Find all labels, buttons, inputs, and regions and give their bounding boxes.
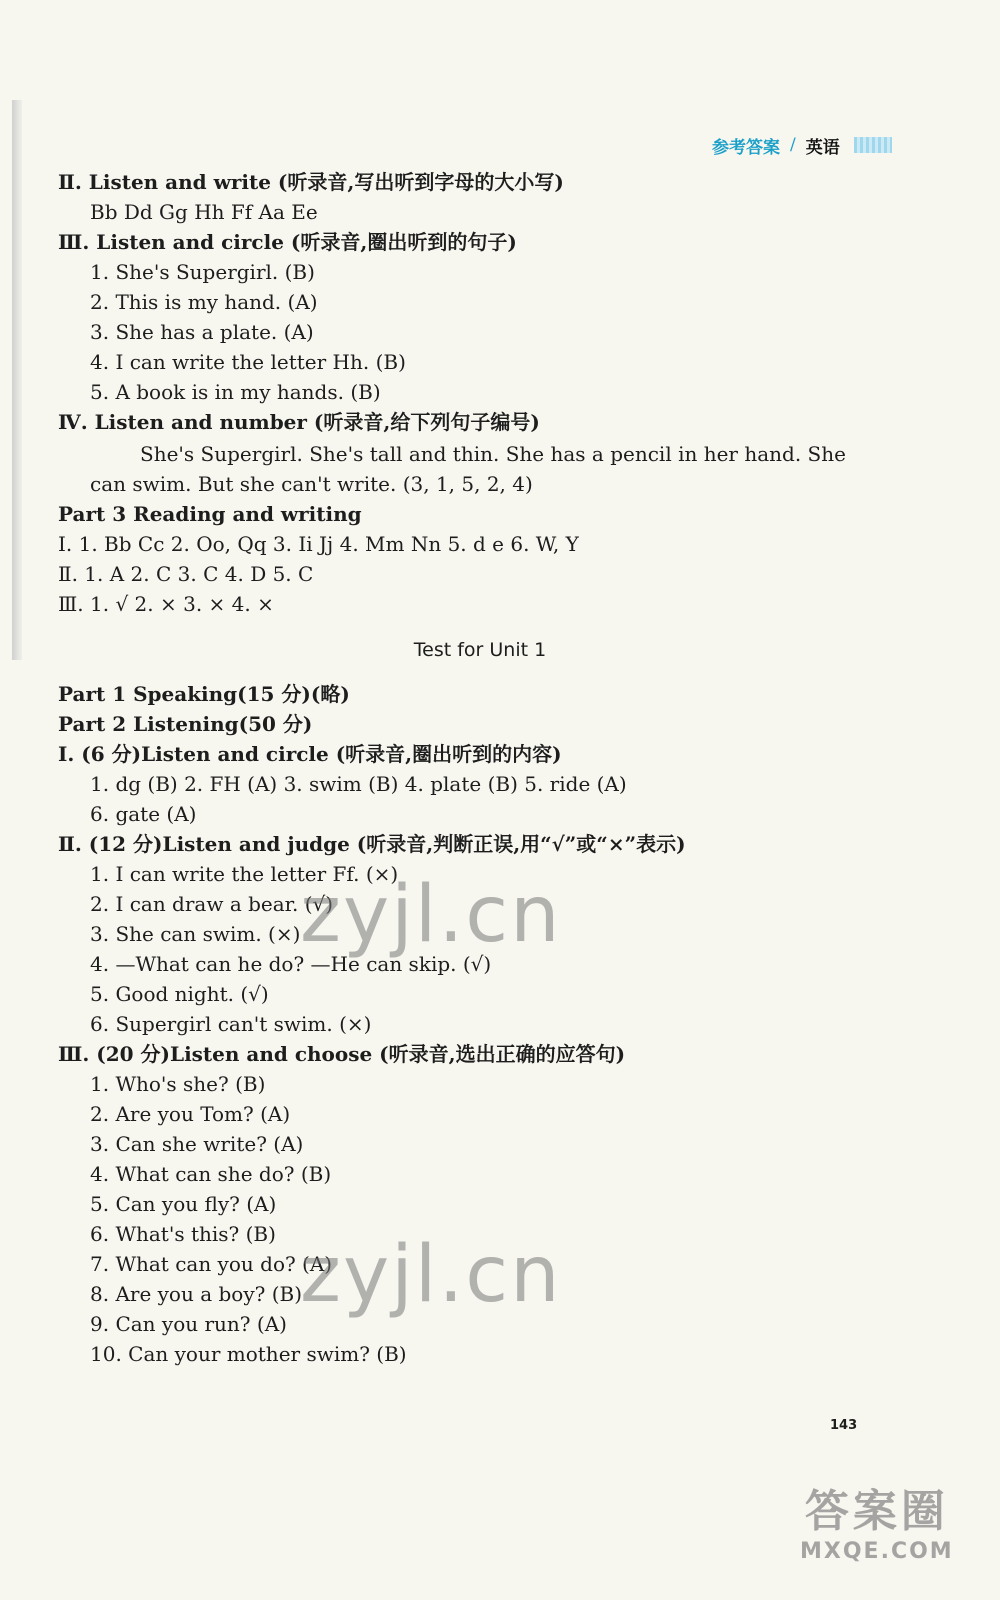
watermark: zyjl.cn (300, 1230, 562, 1320)
section-heading: Ⅱ. (12 分)Listen and judge (听录音,判断正误,用“√”或“×”表示) (58, 832, 686, 856)
answer-line: 5. Good night. (√) (90, 982, 269, 1006)
section-heading: Part 3 Reading and writing (58, 502, 362, 526)
section-heading: Ⅲ. (20 分)Listen and choose (听录音,选出正确的应答句) (58, 1042, 626, 1066)
answer-line: 10. Can your mother swim? (B) (90, 1342, 407, 1366)
answer-line: 6. Supergirl can't swim. (×) (90, 1012, 372, 1036)
answer-line: Bb Dd Gg Hh Ff Aa Ee (90, 200, 318, 224)
answer-line: 2. This is my hand. (A) (90, 290, 318, 314)
section-heading: Ⅳ. Listen and number (听录音,给下列句子编号) (58, 410, 540, 434)
site-stamp (800, 1475, 954, 1564)
answer-line: 8. Are you a boy? (B) (90, 1282, 303, 1306)
answer-line: Ⅰ. 1. Bb Cc 2. Oo, Qq 3. Ii Jj 4. Mm Nn 5. d e 6. W, Y (58, 532, 579, 556)
answer-line: 1. I can write the letter Ff. (×) (90, 862, 399, 886)
page-number: 143 (830, 1418, 858, 1433)
page-edge (12, 100, 22, 660)
stamp-line-2: MXQE.COM (800, 1539, 954, 1564)
answer-line: She's Supergirl. She's tall and thin. She has a pencil in her hand. She (140, 442, 846, 466)
answer-line: 4. What can she do? (B) (90, 1162, 332, 1186)
section-heading: Ⅲ. Listen and circle (听录音,圈出听到的句子) (58, 230, 517, 254)
answer-line: 7. What can you do? (A) (90, 1252, 333, 1276)
section-heading: Ⅰ. (6 分)Listen and circle (听录音,圈出听到的内容) (58, 742, 562, 766)
answer-line: 1. dg (B) 2. FH (A) 3. swim (B) 4. plate (B) 5. ride (A) (90, 772, 627, 796)
answer-line: 5. A book is in my hands. (B) (90, 380, 381, 404)
header-subject-label: 英语 (805, 137, 840, 158)
answer-line: Ⅱ. 1. A 2. C 3. C 4. D 5. C (58, 562, 314, 586)
answer-line: 1. Who's she? (B) (90, 1072, 266, 1096)
section-heading: Part 1 Speaking(15 分)(略) (58, 682, 350, 706)
header-slash: / (790, 135, 796, 155)
header-decoration (854, 137, 892, 153)
answer-line: 4. —What can he do? —He can skip. (√) (90, 952, 492, 976)
answer-line: 5. Can you fly? (A) (90, 1192, 277, 1216)
section-heading: Part 2 Listening(50 分) (58, 712, 313, 736)
page-header (712, 130, 892, 160)
answer-line: 6. gate (A) (90, 802, 197, 826)
answer-line: 4. I can write the letter Hh. (B) (90, 350, 406, 374)
answer-line: 2. I can draw a bear. (√) (90, 892, 334, 916)
answer-line: Ⅲ. 1. √ 2. × 3. × 4. × (58, 592, 274, 616)
answer-line: 3. She can swim. (×) (90, 922, 301, 946)
watermark: zyjl.cn (300, 870, 562, 960)
answer-line: 6. What's this? (B) (90, 1222, 276, 1246)
section-title: Test for Unit 1 (413, 639, 547, 661)
stamp-line-1: 答案圈 (804, 1486, 949, 1537)
answer-line: 3. She has a plate. (A) (90, 320, 314, 344)
answer-line: can swim. But she can't write. (3, 1, 5, 2, 4) (90, 472, 533, 496)
answer-line: 9. Can you run? (A) (90, 1312, 287, 1336)
answer-line: 1. She's Supergirl. (B) (90, 260, 315, 284)
answer-line: 3. Can she write? (A) (90, 1132, 304, 1156)
section-heading: Ⅱ. Listen and write (听录音,写出听到字母的大小写) (58, 170, 564, 194)
answer-line: 2. Are you Tom? (A) (90, 1102, 291, 1126)
header-answer-label: 参考答案 (712, 137, 780, 158)
